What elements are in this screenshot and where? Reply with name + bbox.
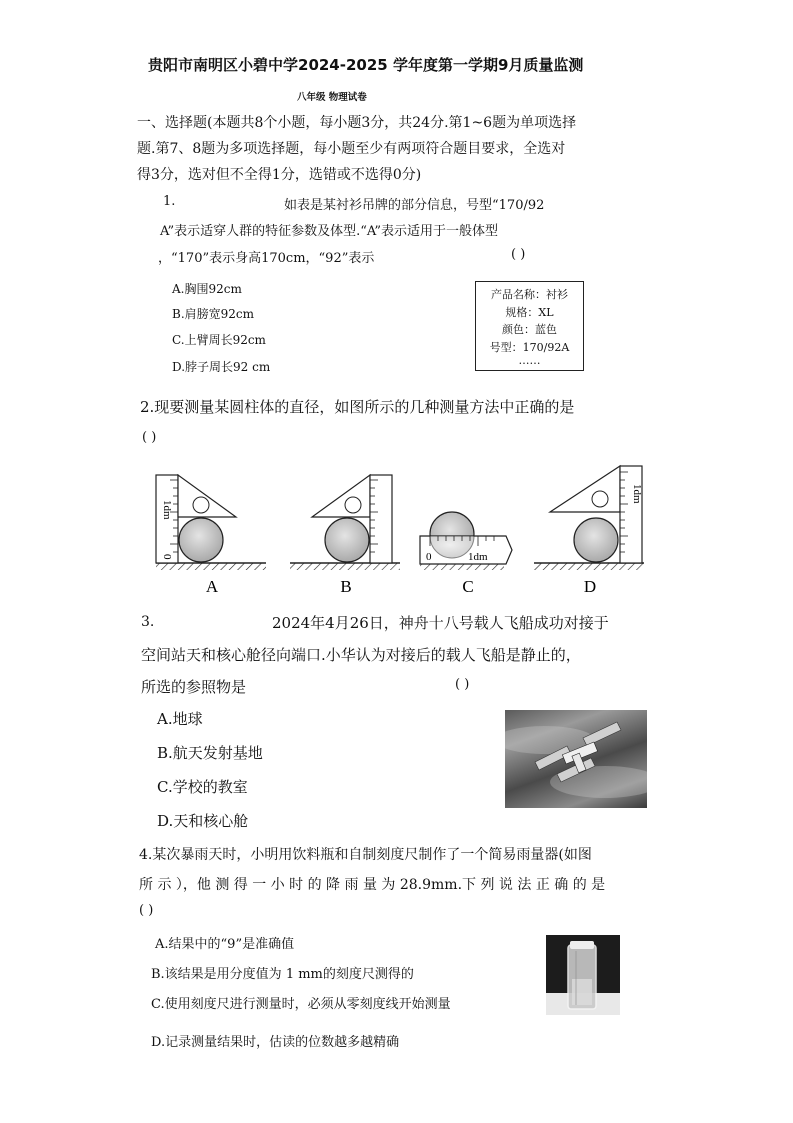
- exam-subtitle: 八年级 物理试卷: [297, 92, 367, 103]
- cylinder-d: [574, 518, 618, 562]
- q1-line-1: 如表是某衬衫吊牌的部分信息，号型“170/92: [284, 198, 545, 213]
- q1-answer-bracket: ( ): [511, 247, 526, 262]
- q1-option-d: D.脖子周长92 cm: [172, 360, 271, 374]
- ground-hatch-b: [290, 563, 400, 570]
- q4-option-a: A.结果中的“9”是准确值: [155, 937, 295, 952]
- ground-hatch-d: [534, 563, 644, 570]
- ruler-a-zero: 0: [161, 554, 173, 560]
- shirt-tag-product: 产品名称：衬衫: [491, 288, 568, 301]
- q4-option-d: D.记录测量结果时，估读的位数越多越精确: [151, 1035, 400, 1050]
- figure-c: [420, 512, 512, 596]
- figure-label-d: D: [583, 577, 597, 596]
- q3-number: 3.: [141, 614, 155, 630]
- q3-option-a: A.地球: [157, 710, 203, 728]
- ruler-d-unit: 1dm: [631, 484, 643, 504]
- q1-option-a: A.胸围92cm: [172, 282, 242, 296]
- figure-label-a: A: [205, 577, 219, 596]
- cylinder-b: [325, 518, 369, 562]
- shirt-tag-size: 规格：XL: [505, 305, 554, 319]
- q3-option-d: D.天和核心舱: [157, 812, 249, 830]
- q2-line-1: 2.现要测量某圆柱体的直径，如图所示的几种测量方法中正确的是: [140, 398, 575, 416]
- rain-gauge-photo: [546, 935, 620, 1015]
- q4-line-1: 4.某次暴雨天时，小明用饮料瓶和自制刻度尺制作了一个简易雨量器(如图: [139, 847, 592, 863]
- figure-d: [534, 466, 644, 596]
- q3-line-3: 所选的参照物是: [141, 678, 247, 696]
- shirt-tag-ellipsis: ……: [518, 354, 541, 367]
- section-instruction-line-3: 得3分，选对但不全得1分，选错或不选得0分): [137, 167, 422, 183]
- ruler-a-unit: 1dm: [161, 500, 173, 520]
- shirt-tag-color: 颜色：蓝色: [502, 323, 557, 336]
- shirt-tag-model: 号型：170/92A: [489, 340, 570, 354]
- space-station-photo: [505, 710, 647, 808]
- cylinder-measurement-figure: [150, 462, 650, 600]
- triangle-b: [312, 475, 370, 517]
- q2-answer-bracket: ( ): [142, 430, 157, 445]
- q3-line-1: 2024年4月26日，神舟十八号载人飞船成功对接于: [272, 614, 609, 632]
- figure-a: [156, 475, 266, 596]
- cylinder-a: [179, 518, 223, 562]
- section-instruction-line-2: 题.第7、8题为多项选择题，每小题至少有两项符合题目要求，全选对: [137, 141, 566, 157]
- q1-option-b: B.肩膀宽92cm: [172, 307, 255, 321]
- exam-title: 贵阳市南明区小碧中学2024-2025 学年度第一学期9月质量监测: [148, 56, 584, 74]
- q4-option-b: B.该结果是用分度值为 1 mm的刻度尺测得的: [151, 967, 414, 982]
- q3-option-b: B.航天发射基地: [157, 744, 263, 762]
- figure-b: [290, 475, 400, 596]
- q1-option-c: C.上臂周长92cm: [172, 333, 266, 347]
- triangle-d: [550, 466, 620, 512]
- q3-answer-bracket: ( ): [455, 677, 470, 692]
- ruler-c-unit: 1dm: [468, 551, 488, 563]
- q4-option-c: C.使用刻度尺进行测量时，必须从零刻度线开始测量: [151, 997, 451, 1012]
- q3-line-2: 空间站天和核心舱径向端口.小华认为对接后的载人飞船是静止的，: [141, 646, 581, 664]
- q3-option-c: C.学校的教室: [157, 778, 248, 796]
- q1-number: 1.: [163, 194, 176, 209]
- q4-answer-bracket: ( ): [139, 903, 154, 918]
- ruler-d: [620, 466, 642, 563]
- ruler-c-zero: 0: [426, 551, 432, 563]
- ground-hatch-a: [156, 563, 266, 570]
- section-instruction-line-1: 一、选择题(本题共8个小题，每小题3分，共24分.第1~6题为单项选择: [137, 115, 577, 131]
- figure-label-c: C: [462, 577, 474, 596]
- shirt-tag-table: [475, 281, 584, 371]
- q1-line-3: ，“170”表示身高170cm，“92”表示: [158, 251, 375, 266]
- q1-line-2: A”表示适穿人群的特征参数及体型.“A”表示适用于一般体型: [160, 224, 499, 239]
- figure-label-b: B: [340, 577, 352, 596]
- q4-line-2: 所 示 ），他 测 得 一 小 时 的 降 雨 量 为 28.9mm.下 列 说 法 正 确 的 是: [139, 877, 606, 893]
